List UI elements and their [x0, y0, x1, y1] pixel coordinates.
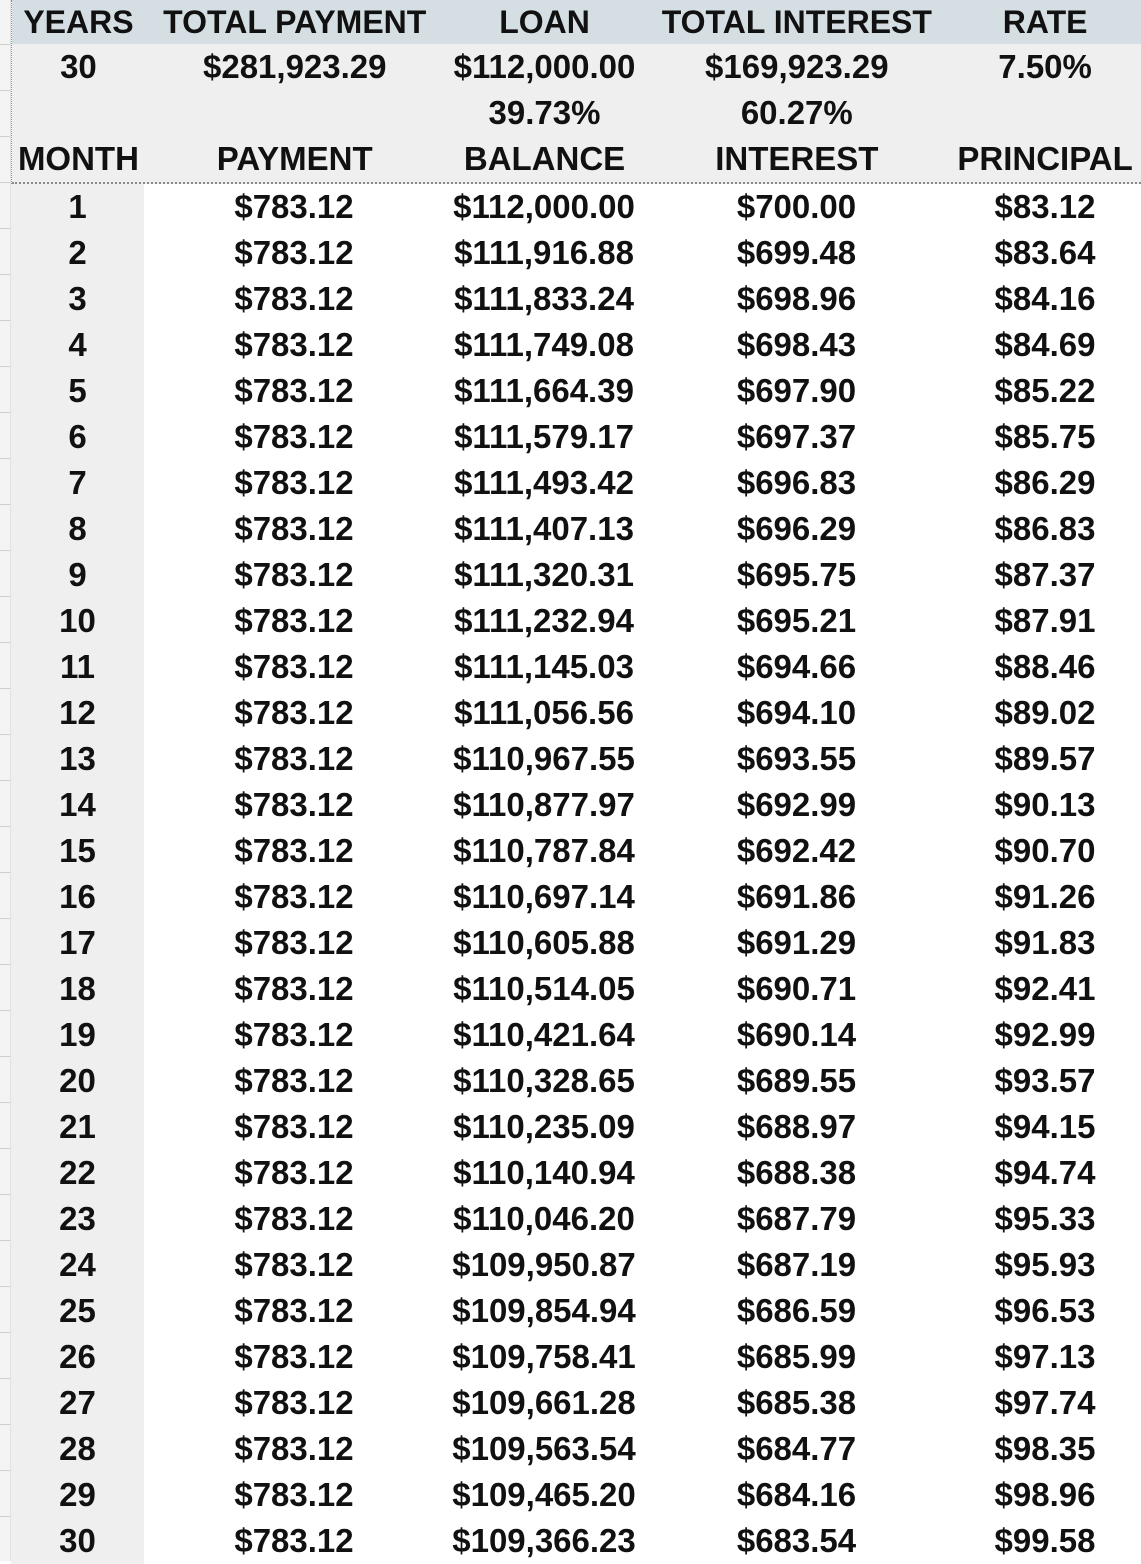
balance-cell[interactable]: $110,514.05	[453, 970, 635, 1007]
interest-cell[interactable]: $688.97	[736, 1108, 857, 1145]
table-row	[11, 1288, 1141, 1334]
payment-cell[interactable]: $783.12	[234, 648, 354, 685]
interest-cell[interactable]: $698.43	[736, 326, 857, 363]
principal-cell[interactable]: $83.12	[994, 188, 1096, 225]
row-divider	[0, 1102, 10, 1103]
payment-cell[interactable]: $783.12	[234, 1200, 354, 1237]
table-row	[11, 414, 1141, 460]
month-cell[interactable]: 8	[11, 506, 144, 552]
principal-cell[interactable]: $91.83	[994, 924, 1096, 961]
principal-cell[interactable]: $94.74	[994, 1154, 1096, 1191]
table-row	[11, 874, 1141, 920]
balance-cell[interactable]: $109,950.87	[452, 1246, 636, 1283]
balance-cell[interactable]: $109,563.54	[452, 1430, 636, 1467]
row-divider	[0, 1332, 10, 1333]
principal-cell[interactable]: $91.26	[994, 878, 1096, 915]
month-cell[interactable]: 15	[11, 828, 144, 874]
row-divider	[0, 872, 10, 873]
month-cell[interactable]: 23	[11, 1196, 144, 1242]
principal-cell[interactable]: $85.22	[994, 372, 1096, 409]
month-cell[interactable]: 13	[11, 736, 144, 782]
balance-cell[interactable]: $111,407.13	[454, 510, 634, 547]
month-cell[interactable]: 25	[11, 1288, 144, 1334]
row-divider	[0, 1424, 10, 1425]
principal-cell[interactable]: $95.93	[994, 1246, 1096, 1283]
month-cell[interactable]: 18	[11, 966, 144, 1012]
principal-cell[interactable]: $86.29	[994, 464, 1096, 501]
total-interest-header[interactable]: TOTAL INTEREST	[661, 3, 932, 40]
principal-cell[interactable]: $95.33	[994, 1200, 1096, 1237]
balance-cell[interactable]: $111,916.88	[454, 234, 634, 271]
total-interest-value[interactable]: $169,923.29	[705, 48, 889, 85]
principal-cell[interactable]: $88.46	[994, 648, 1096, 685]
month-cell[interactable]: 24	[11, 1242, 144, 1288]
table-row	[11, 1242, 1141, 1288]
row-divider	[0, 1148, 10, 1149]
payment-cell[interactable]: $783.12	[234, 372, 354, 409]
payment-cell[interactable]: $783.12	[234, 1338, 354, 1375]
row-divider	[0, 182, 10, 183]
interest-cell[interactable]: $688.38	[736, 1154, 857, 1191]
row-divider	[0, 596, 10, 597]
row-divider	[0, 1010, 10, 1011]
balance-cell[interactable]: $110,967.55	[453, 740, 635, 777]
row-divider	[0, 780, 10, 781]
payment-cell[interactable]: $783.12	[234, 1384, 354, 1421]
interest-cell[interactable]: $685.38	[736, 1384, 857, 1421]
interest-cell[interactable]: $699.48	[736, 234, 857, 271]
month-cell[interactable]: 6	[11, 414, 144, 460]
principal-cell[interactable]: $90.13	[994, 786, 1096, 823]
month-cell[interactable]: 19	[11, 1012, 144, 1058]
month-cell[interactable]: 27	[11, 1380, 144, 1426]
balance-cell[interactable]: $111,056.56	[454, 694, 634, 731]
row-divider	[0, 366, 10, 367]
balance-cell[interactable]: $111,833.24	[454, 280, 634, 317]
payment-cell[interactable]: $783.12	[234, 556, 354, 593]
payment-cell[interactable]: $783.12	[234, 1154, 354, 1191]
payment-cell[interactable]: $783.12	[234, 418, 354, 455]
interest-cell[interactable]: $693.55	[736, 740, 857, 777]
month-cell[interactable]: 20	[11, 1058, 144, 1104]
interest-cell[interactable]: $692.99	[736, 786, 857, 823]
principal-cell[interactable]: $83.64	[994, 234, 1096, 271]
row-divider	[0, 320, 10, 321]
payment-cell[interactable]: $783.12	[234, 464, 354, 501]
table-row	[11, 644, 1141, 690]
interest-cell[interactable]: $689.55	[736, 1062, 857, 1099]
interest-cell[interactable]: $691.86	[736, 878, 857, 915]
principal-cell[interactable]: $99.58	[994, 1522, 1096, 1559]
interest-cell[interactable]: $694.10	[736, 694, 857, 731]
table-row	[11, 1380, 1141, 1426]
payment-cell[interactable]: $783.12	[234, 510, 354, 547]
table-row	[11, 1518, 1141, 1564]
table-row	[11, 184, 1141, 230]
balance-cell[interactable]: $110,605.88	[453, 924, 635, 961]
principal-cell[interactable]: $98.96	[994, 1476, 1096, 1513]
row-divider	[0, 504, 10, 505]
table-row	[11, 598, 1141, 644]
payment-cell[interactable]: $783.12	[234, 234, 354, 271]
row-divider	[0, 458, 10, 459]
principal-column-header[interactable]: PRINCIPAL	[957, 140, 1133, 177]
row-divider	[0, 734, 10, 735]
row-divider	[0, 1378, 10, 1379]
table-row	[11, 506, 1141, 552]
payment-cell[interactable]: $783.12	[234, 970, 354, 1007]
payment-cell[interactable]: $783.12	[234, 1108, 354, 1145]
row-divider	[0, 136, 10, 137]
interest-cell[interactable]: $692.42	[736, 832, 857, 869]
month-cell[interactable]: 4	[11, 322, 144, 368]
balance-cell[interactable]: $109,465.20	[452, 1476, 636, 1513]
payment-cell[interactable]: $783.12	[234, 188, 354, 225]
principal-cell[interactable]: $89.02	[994, 694, 1096, 731]
table-row	[11, 1058, 1141, 1104]
month-cell[interactable]: 30	[11, 1518, 144, 1564]
row-divider	[0, 1470, 10, 1471]
principal-cell[interactable]: $92.41	[994, 970, 1096, 1007]
table-row	[11, 1472, 1141, 1518]
years-header[interactable]: YEARS	[23, 3, 134, 40]
month-cell[interactable]: 16	[11, 874, 144, 920]
balance-cell[interactable]: $110,697.14	[453, 878, 635, 915]
row-divider	[0, 1056, 10, 1057]
interest-cell[interactable]: $697.37	[736, 418, 857, 455]
principal-cell[interactable]: $86.83	[994, 510, 1096, 547]
payment-cell[interactable]: $783.12	[234, 326, 354, 363]
interest-cell[interactable]: $695.21	[736, 602, 857, 639]
table-row	[11, 1334, 1141, 1380]
row-divider	[0, 228, 10, 229]
month-cell[interactable]: 10	[11, 598, 144, 644]
month-cell[interactable]: 3	[11, 276, 144, 322]
month-cell[interactable]: 22	[11, 1150, 144, 1196]
row-divider	[0, 412, 10, 413]
balance-cell[interactable]: $110,877.97	[453, 786, 635, 823]
balance-cell[interactable]: $110,421.64	[453, 1016, 635, 1053]
payment-cell[interactable]: $783.12	[234, 878, 354, 915]
balance-cell[interactable]: $111,320.31	[454, 556, 634, 593]
interest-cell[interactable]: $697.90	[736, 372, 857, 409]
payment-column-header[interactable]: PAYMENT	[216, 140, 373, 177]
month-cell[interactable]: 29	[11, 1472, 144, 1518]
balance-cell[interactable]: $111,232.94	[454, 602, 634, 639]
principal-cell[interactable]: $98.35	[994, 1430, 1096, 1467]
interest-cell[interactable]: $686.59	[736, 1292, 857, 1329]
interest-cell[interactable]: $687.19	[736, 1246, 857, 1283]
table-row	[11, 828, 1141, 874]
table-row	[11, 920, 1141, 966]
column-header-row	[12, 136, 1141, 184]
loan-percent[interactable]: 39.73%	[488, 94, 601, 131]
month-cell[interactable]: 21	[11, 1104, 144, 1150]
month-cell[interactable]: 28	[11, 1426, 144, 1472]
row-divider	[0, 1286, 10, 1287]
principal-cell[interactable]: $87.91	[994, 602, 1096, 639]
row-divider	[0, 826, 10, 827]
month-cell[interactable]: 17	[11, 920, 144, 966]
row-divider	[0, 964, 10, 965]
loan-value[interactable]: $112,000.00	[453, 48, 636, 85]
row-divider	[0, 918, 10, 919]
month-cell[interactable]: 12	[11, 690, 144, 736]
month-cell[interactable]: 14	[11, 782, 144, 828]
table-row	[11, 1426, 1141, 1472]
month-cell[interactable]: 2	[11, 230, 144, 276]
payment-cell[interactable]: $783.12	[234, 924, 354, 961]
table-row	[11, 782, 1141, 828]
interest-cell[interactable]: $695.75	[736, 556, 857, 593]
table-row	[11, 276, 1141, 322]
principal-cell[interactable]: $93.57	[994, 1062, 1096, 1099]
table-row	[11, 1104, 1141, 1150]
principal-cell[interactable]: $85.75	[994, 418, 1096, 455]
interest-cell[interactable]: $691.29	[736, 924, 857, 961]
balance-cell[interactable]: $112,000.00	[453, 188, 635, 225]
payment-cell[interactable]: $783.12	[234, 1016, 354, 1053]
interest-cell[interactable]: $694.66	[736, 648, 857, 685]
payment-cell[interactable]: $783.12	[234, 280, 354, 317]
table-row	[11, 1012, 1141, 1058]
payment-cell[interactable]: $783.12	[234, 1292, 354, 1329]
interest-cell[interactable]: $687.79	[736, 1200, 857, 1237]
principal-cell[interactable]: $97.74	[994, 1384, 1096, 1421]
principal-cell[interactable]: $94.15	[994, 1108, 1096, 1145]
principal-cell[interactable]: $90.70	[994, 832, 1096, 869]
row-divider	[0, 642, 10, 643]
row-divider	[0, 1516, 10, 1517]
amortization-sheet	[11, 0, 1141, 1564]
month-cell[interactable]: 5	[11, 368, 144, 414]
loan-header[interactable]: LOAN	[499, 3, 590, 40]
payment-cell[interactable]: $783.12	[234, 1430, 354, 1467]
payment-cell[interactable]: $783.12	[234, 1522, 354, 1559]
balance-column-header[interactable]: BALANCE	[463, 140, 626, 177]
table-row	[11, 966, 1141, 1012]
payment-cell[interactable]: $783.12	[234, 786, 354, 823]
table-row	[11, 322, 1141, 368]
month-column-header[interactable]: MONTH	[17, 140, 139, 177]
interest-cell[interactable]: $690.14	[736, 1016, 857, 1053]
row-divider	[0, 44, 10, 45]
payment-cell[interactable]: $783.12	[234, 694, 354, 731]
interest-percent[interactable]: 60.27%	[740, 94, 853, 131]
table-row	[11, 1150, 1141, 1196]
schedule-rows	[11, 184, 1141, 1564]
principal-cell[interactable]: $92.99	[994, 1016, 1096, 1053]
summary-block	[11, 0, 1141, 184]
interest-cell[interactable]: $698.96	[736, 280, 857, 317]
month-cell[interactable]: 1	[11, 184, 144, 230]
balance-cell[interactable]: $111,664.39	[454, 372, 634, 409]
balance-cell[interactable]: $110,235.09	[453, 1108, 635, 1145]
principal-cell[interactable]: $87.37	[994, 556, 1096, 593]
interest-cell[interactable]: $684.77	[736, 1430, 857, 1467]
balance-cell[interactable]: $111,749.08	[454, 326, 634, 363]
principal-cell[interactable]: $97.13	[994, 1338, 1096, 1375]
balance-cell[interactable]: $109,854.94	[452, 1292, 636, 1329]
row-divider	[0, 1194, 10, 1195]
row-divider	[0, 1240, 10, 1241]
rate-header[interactable]: RATE	[1002, 3, 1088, 40]
row-divider	[0, 274, 10, 275]
table-row	[11, 230, 1141, 276]
summary-header-row	[12, 0, 1141, 44]
month-cell[interactable]: 26	[11, 1334, 144, 1380]
table-row	[11, 1196, 1141, 1242]
balance-cell[interactable]: $111,493.42	[454, 464, 634, 501]
balance-cell[interactable]: $111,579.17	[454, 418, 634, 455]
table-row	[11, 690, 1141, 736]
row-gutter	[0, 0, 11, 1561]
row-divider	[0, 90, 10, 91]
interest-cell[interactable]: $685.99	[736, 1338, 857, 1375]
interest-cell[interactable]: $690.71	[736, 970, 857, 1007]
month-cell[interactable]: 7	[11, 460, 144, 506]
balance-cell[interactable]: $110,787.84	[453, 832, 635, 869]
interest-column-header[interactable]: INTEREST	[715, 140, 879, 177]
balance-cell[interactable]: $109,661.28	[452, 1384, 636, 1421]
balance-cell[interactable]: $110,328.65	[453, 1062, 635, 1099]
table-row	[11, 552, 1141, 598]
payment-cell[interactable]: $783.12	[234, 832, 354, 869]
balance-cell[interactable]: $110,046.20	[453, 1200, 635, 1237]
years-value[interactable]: 30	[60, 48, 97, 85]
month-cell[interactable]: 11	[11, 644, 144, 690]
interest-cell[interactable]: $700.00	[736, 188, 857, 225]
table-row	[11, 736, 1141, 782]
principal-cell[interactable]: $89.57	[994, 740, 1096, 777]
interest-cell[interactable]: $683.54	[736, 1522, 857, 1559]
month-cell[interactable]: 9	[11, 552, 144, 598]
rate-value[interactable]: 7.50%	[998, 48, 1092, 85]
summary-values-row	[12, 44, 1141, 90]
total-payment-value[interactable]: $281,923.29	[202, 48, 387, 85]
payment-cell[interactable]: $783.12	[234, 1246, 354, 1283]
principal-cell[interactable]: $96.53	[994, 1292, 1096, 1329]
payment-cell[interactable]: $783.12	[234, 740, 354, 777]
interest-cell[interactable]: $684.16	[736, 1476, 857, 1513]
balance-cell[interactable]: $111,145.03	[454, 648, 634, 685]
payment-cell[interactable]: $783.12	[234, 1062, 354, 1099]
total-payment-header[interactable]: TOTAL PAYMENT	[163, 3, 427, 40]
table-row	[11, 368, 1141, 414]
balance-cell[interactable]: $109,366.23	[452, 1522, 636, 1559]
summary-percent-row	[12, 90, 1141, 136]
table-row	[11, 460, 1141, 506]
principal-cell[interactable]: $84.69	[994, 326, 1096, 363]
payment-cell[interactable]: $783.12	[234, 1476, 354, 1513]
balance-cell[interactable]: $110,140.94	[453, 1154, 635, 1191]
interest-cell[interactable]: $696.83	[736, 464, 857, 501]
principal-cell[interactable]: $84.16	[994, 280, 1096, 317]
row-divider	[0, 688, 10, 689]
row-divider	[0, 550, 10, 551]
payment-cell[interactable]: $783.12	[234, 602, 354, 639]
interest-cell[interactable]: $696.29	[736, 510, 857, 547]
balance-cell[interactable]: $109,758.41	[452, 1338, 636, 1375]
